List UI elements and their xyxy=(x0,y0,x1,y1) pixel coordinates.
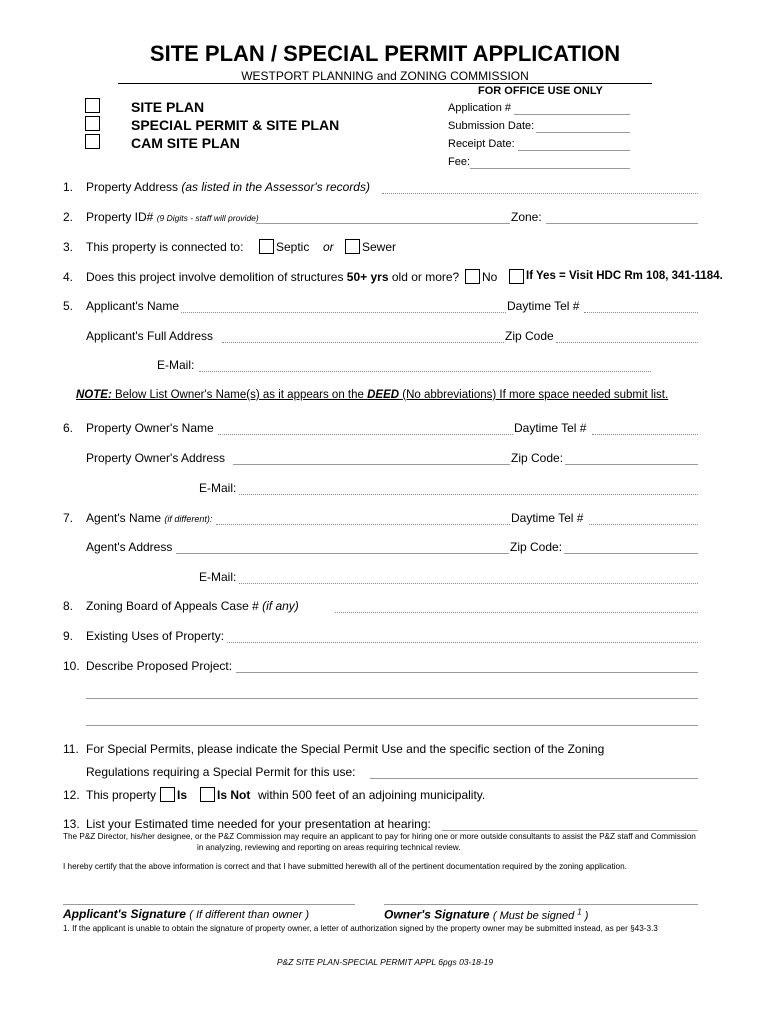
application-number-field[interactable] xyxy=(514,103,630,115)
office-use-label: FOR OFFICE USE ONLY xyxy=(478,85,603,97)
applicant-email-label: E-Mail: xyxy=(157,358,195,372)
zba-case-label xyxy=(86,599,299,613)
director-text-2: in analyzing, reviewing and reporting on areas requiring technical review. xyxy=(197,843,461,852)
application-number-label: Application # xyxy=(448,102,511,114)
fee-field[interactable] xyxy=(470,157,630,169)
applicant-address-field[interactable] xyxy=(222,329,504,343)
applicant-address-label: Applicant's Full Address xyxy=(86,329,214,343)
is-label: Is xyxy=(177,788,188,802)
applicant-signature-label xyxy=(63,907,309,921)
proposed-project-field-2[interactable] xyxy=(86,685,698,699)
zone-label: Zone: xyxy=(511,210,542,224)
is-not-label: Is Not xyxy=(217,788,251,802)
owner-signature-text: Owner's Signature xyxy=(384,907,490,922)
header-rule xyxy=(118,83,652,84)
certification-text: I hereby certify that the above information is correct and that I have submitted herewith all of the pertinent documentation required by the zoning application. xyxy=(63,862,627,871)
applicant-name-label: Applicant's Name xyxy=(86,299,179,313)
q5-number: 5. xyxy=(63,299,74,313)
director-text-1: The P&Z Director, his/her designee, or the P&Z Commission may require an applicant to pay for hiring one or more outside consultants to assist the P&Z staff and Commission xyxy=(63,832,696,841)
agent-email-label: E-Mail: xyxy=(199,570,237,584)
owner-tel-label: Daytime Tel # xyxy=(514,421,587,435)
sewer-label: Sewer xyxy=(362,240,397,254)
property-address-text: Property Address xyxy=(86,180,179,194)
agent-zip-label: Zip Code: xyxy=(510,540,563,554)
q12-number: 12. xyxy=(63,788,80,802)
demolition-no-checkbox[interactable] xyxy=(465,269,480,284)
q11-number: 11. xyxy=(63,742,79,756)
q3-number: 3. xyxy=(63,240,74,254)
special-permit-label: SPECIAL PERMIT & SITE PLAN xyxy=(131,117,340,133)
owner-signature-label xyxy=(384,907,588,922)
fee-label: Fee: xyxy=(448,156,471,168)
receipt-date-label: Receipt Date: xyxy=(448,138,515,150)
cam-site-plan-checkbox[interactable] xyxy=(85,134,100,149)
applicant-email-field[interactable] xyxy=(199,358,651,372)
owner-email-field[interactable] xyxy=(239,481,698,495)
demolition-yes-checkbox[interactable] xyxy=(509,269,524,284)
q9-number: 9. xyxy=(63,629,74,643)
demolition-yes-label: If Yes = Visit HDC Rm 108, 341-1184. xyxy=(526,270,723,282)
adjoining-municipality-text: within 500 feet of an adjoining municipality. xyxy=(258,788,486,802)
note-deed: DEED xyxy=(367,389,400,401)
special-permit-line2: Regulations requiring a Special Permit for this use: xyxy=(86,765,356,779)
proposed-project-label: Describe Proposed Project: xyxy=(86,659,233,673)
submission-date-label: Submission Date: xyxy=(448,120,535,132)
is-checkbox[interactable] xyxy=(160,787,175,802)
owner-email-label: E-Mail: xyxy=(199,481,237,495)
site-plan-label: SITE PLAN xyxy=(131,99,205,115)
note-pre: Below List Owner's Name(s) as it appears on the xyxy=(114,389,364,401)
applicant-zip-label: Zip Code xyxy=(505,329,554,343)
zba-case-field[interactable] xyxy=(335,599,698,613)
agent-name-field[interactable] xyxy=(216,511,510,525)
special-permit-checkbox[interactable] xyxy=(85,116,100,131)
submission-date-field[interactable] xyxy=(536,121,630,133)
q10-number: 10. xyxy=(63,659,80,673)
applicant-name-field[interactable] xyxy=(181,299,506,313)
proposed-project-field-3[interactable] xyxy=(86,712,698,726)
owner-note xyxy=(76,389,668,401)
proposed-project-field-1[interactable] xyxy=(236,659,698,673)
receipt-date-field[interactable] xyxy=(518,139,630,151)
note-post: (No abbreviations) If more space needed submit list. xyxy=(402,389,669,401)
agent-tel-field[interactable] xyxy=(589,511,698,525)
zba-case-text: Zoning Board of Appeals Case # xyxy=(86,599,259,613)
property-id-field[interactable] xyxy=(256,210,510,224)
q4-number: 4. xyxy=(63,270,74,284)
connected-label: This property is connected to: xyxy=(86,240,244,254)
special-permit-use-field[interactable] xyxy=(370,765,698,779)
property-is-label: This property xyxy=(86,788,157,802)
owner-tel-field[interactable] xyxy=(592,421,698,435)
q1-number: 1. xyxy=(63,180,74,194)
demolition-years: 50+ yrs xyxy=(346,270,389,284)
form-footer: P&Z SITE PLAN-SPECIAL PERMIT APPL 6pgs 03-18-19 xyxy=(276,957,494,967)
applicant-zip-field[interactable] xyxy=(556,329,698,343)
owner-name-label: Property Owner's Name xyxy=(86,421,214,435)
special-permit-line1: For Special Permits, please indicate the Special Permit Use and the specific section of the Zoning xyxy=(86,742,605,756)
site-plan-checkbox[interactable] xyxy=(85,98,100,113)
property-address-hint: (as listed in the Assessor's records) xyxy=(181,180,370,194)
applicant-signature-field[interactable] xyxy=(63,893,355,905)
septic-checkbox[interactable] xyxy=(259,239,274,254)
page-subtitle: WESTPORT PLANNING and ZONING COMMISSION xyxy=(241,69,529,83)
owner-signature-field[interactable] xyxy=(384,893,698,905)
q7-number: 7. xyxy=(63,511,74,525)
demolition-no-label: No xyxy=(482,270,498,284)
applicant-tel-field[interactable] xyxy=(584,299,698,313)
agent-name-hint: (if different): xyxy=(164,514,213,524)
zone-field[interactable] xyxy=(546,210,698,224)
applicant-signature-note: ( If different than owner ) xyxy=(189,909,310,921)
or-text: or xyxy=(323,240,334,254)
owner-zip-label: Zip Code: xyxy=(511,451,564,465)
septic-label: Septic xyxy=(276,240,310,254)
agent-email-field[interactable] xyxy=(239,570,698,584)
demolition-rest: old or more? xyxy=(391,270,460,284)
q8-number: 8. xyxy=(63,599,74,613)
owner-address-field[interactable] xyxy=(233,451,510,465)
property-id-hint: (9 Digits - staff will provide) xyxy=(156,213,259,223)
agent-tel-label: Daytime Tel # xyxy=(511,511,584,525)
owner-name-field[interactable] xyxy=(218,421,513,435)
agent-name-label xyxy=(86,511,212,525)
owner-signature-note xyxy=(492,907,589,922)
agent-address-field[interactable] xyxy=(176,540,509,554)
applicant-tel-label: Daytime Tel # xyxy=(507,299,580,313)
owner-zip-field[interactable] xyxy=(565,451,698,465)
sewer-checkbox[interactable] xyxy=(345,239,360,254)
owner-signature-note-open: ( Must be signed xyxy=(492,909,575,922)
demolition-text: Does this project involve demolition of structures xyxy=(86,270,344,284)
cam-site-plan-label: CAM SITE PLAN xyxy=(131,135,240,151)
property-id-label xyxy=(86,210,259,224)
q2-number: 2. xyxy=(63,210,74,224)
zba-case-hint: (if any) xyxy=(262,599,299,613)
agent-name-text: Agent's Name xyxy=(86,511,161,525)
presentation-time-field[interactable] xyxy=(442,817,698,831)
q6-number: 6. xyxy=(63,421,74,435)
owner-signature-footnote-ref: 1 xyxy=(577,907,582,916)
owner-signature-note-close: ) xyxy=(584,909,589,922)
demolition-question xyxy=(86,270,459,284)
property-address-field[interactable] xyxy=(382,180,698,194)
agent-zip-field[interactable] xyxy=(564,540,698,554)
page-title: SITE PLAN / SPECIAL PERMIT APPLICATION xyxy=(149,41,621,66)
applicant-signature-text: Applicant's Signature xyxy=(63,907,186,921)
existing-uses-label: Existing Uses of Property: xyxy=(86,629,225,643)
owner-address-label: Property Owner's Address xyxy=(86,451,226,465)
q13-number: 13. xyxy=(63,817,80,831)
is-not-checkbox[interactable] xyxy=(200,787,215,802)
existing-uses-field[interactable] xyxy=(227,629,698,643)
presentation-time-label: List your Estimated time needed for your presentation at hearing: xyxy=(86,817,431,831)
property-id-text: Property ID# xyxy=(86,210,154,224)
agent-address-label: Agent's Address xyxy=(86,540,173,554)
footnote-text: 1. If the applicant is unable to obtain the signature of property owner, a letter of authorization signed by the property owner may be submitted instead, as per §43-3.3 xyxy=(63,924,658,933)
note-label: NOTE: xyxy=(76,389,112,401)
property-address-label xyxy=(86,180,370,194)
